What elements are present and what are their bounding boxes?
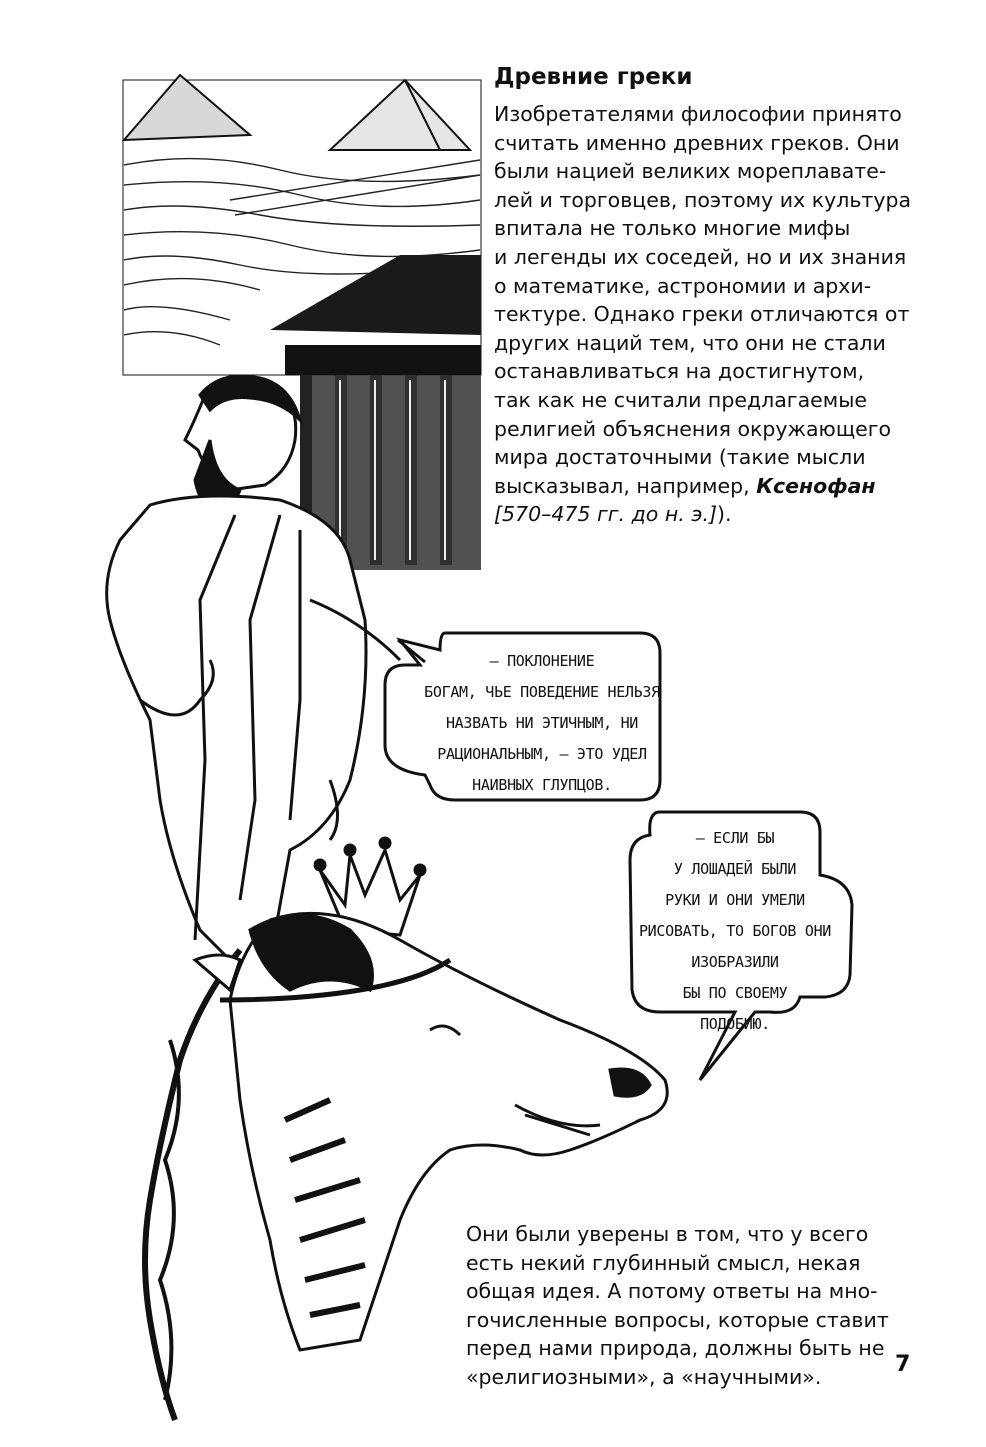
pyramids-landscape-illustration (123, 75, 481, 570)
section-heading: Древние греки (494, 64, 693, 90)
philosopher-dates: [570–475 гг. до н. э.] (494, 502, 718, 527)
intro-paragraph (494, 100, 964, 529)
philosopher-name: Ксенофан (756, 473, 876, 498)
intro-closing: ). (717, 502, 732, 527)
page-number: 7 (895, 1352, 911, 1377)
philosopher-speech-text: — ПОКЛОНЕНИЕ БОГАМ, ЧЬЕ ПОВЕДЕНИЕ НЕЛЬЗЯ НАЗВАТЬ НИ ЭТИЧНЫМ, НИ РАЦИОНАЛЬНЫМ, — ЭТО УДЕЛ НАИВНЫХ ГЛУПЦОВ. (424, 652, 660, 794)
closing-paragraph: Они были уверены в том, что у всего есть некий глубинный смысл, некая общая идея. А потому ответы на мно- гочисленные вопросы, которые ставит перед нами природа, должны быть не «религиозными», а «научными». (466, 1222, 889, 1389)
intro-text: Изобретателями философии принято считать именно древних греков. Они были нацией великих мореплавате- лей и торговцев, поэтому их культура впитала не только многие мифы и легенды их соседей, но и их знания о математике, астрономии и архи- тектуре. Однако греки отличаются от других наций тем, что они не стали останавливаться на достигнутом, так как не считали предлагаемые религией объяснения окружающего мира достаточными (такие мысли высказывал, например, (494, 102, 912, 498)
horse-speech-text: — ЕСЛИ БЫ У ЛОШАДЕЙ БЫЛИ РУКИ И ОНИ УМЕЛИ РИСОВАТЬ, ТО БОГОВ ОНИ ИЗОБРАЗИЛИ БЫ ПО СВОЕМУ ПОДОБИЮ. (638, 829, 832, 1033)
